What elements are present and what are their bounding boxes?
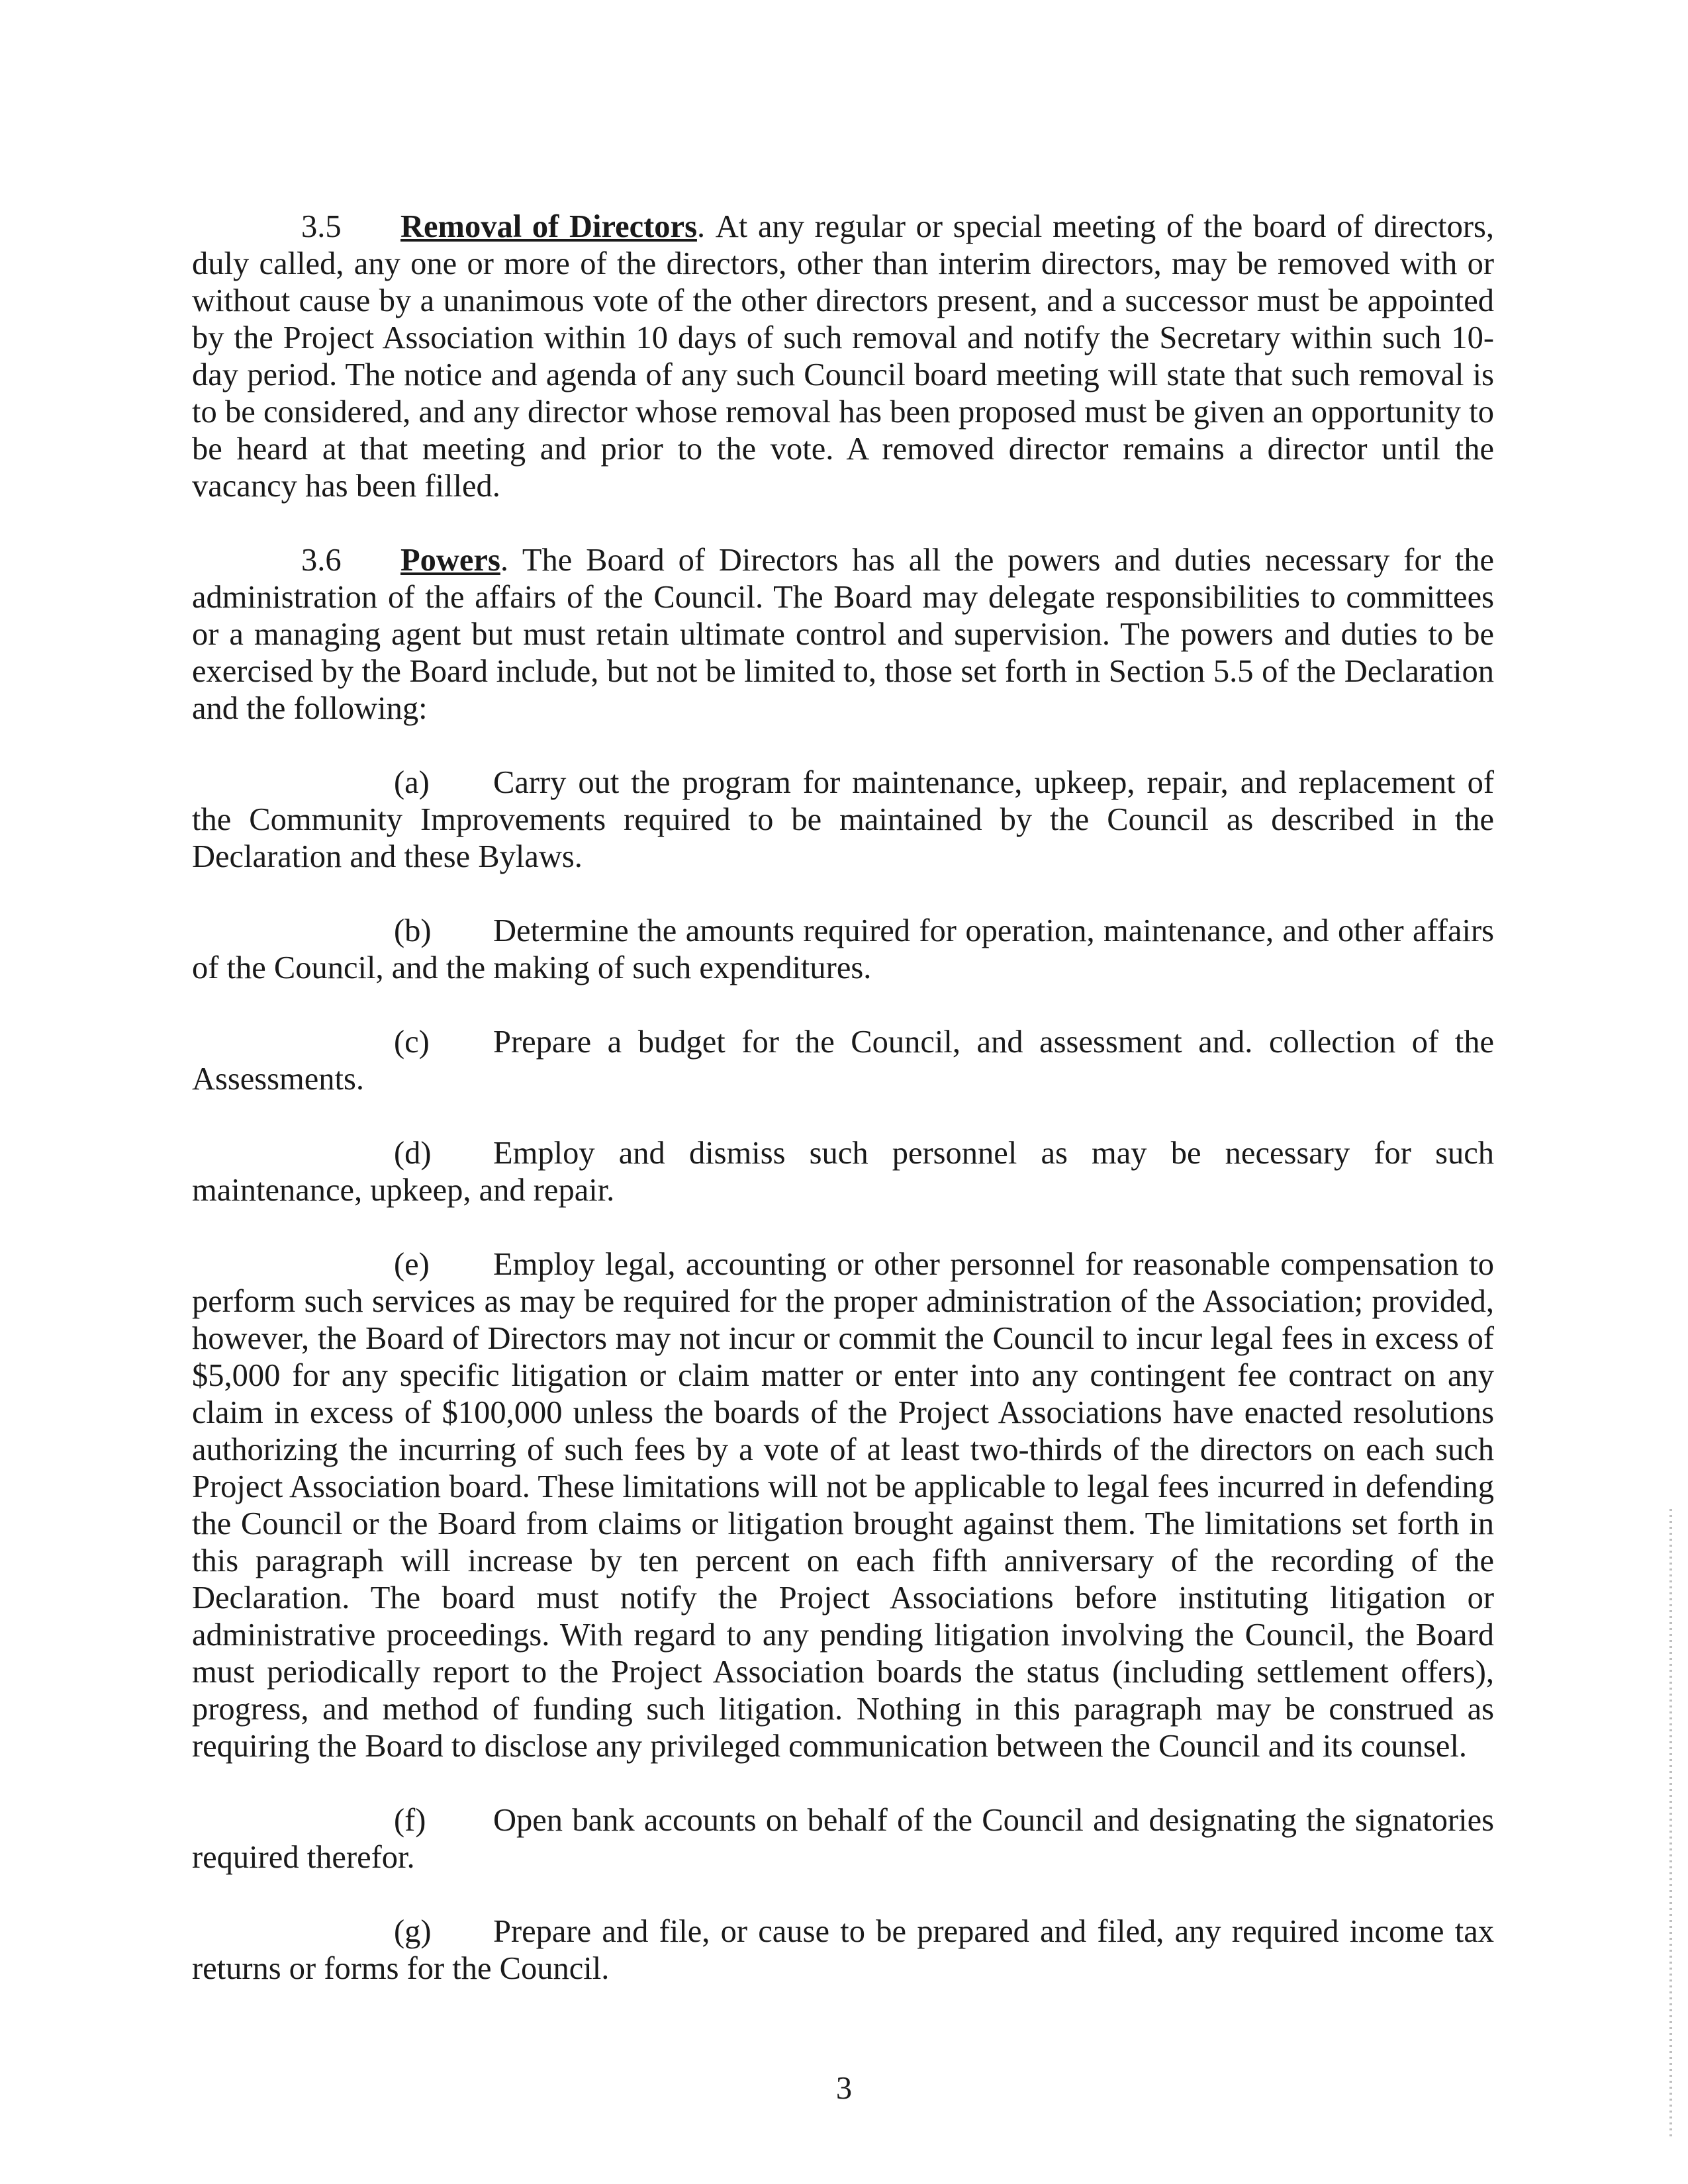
document-page [192, 208, 1494, 2025]
item-label: (f) [394, 1803, 426, 1838]
section-3-6: 3.6 Powers. The Board of Directors has all the powers and duties necessary for the administration of the affairs of the Council. The Board may delegate responsibilities to committees or a managing agent but must retain ultimate control and supervision. The powers and duties to be exercised by the Board include, but not be limited to, those set forth in Section 5.5 of the Declaration and the following: [192, 543, 1495, 726]
list-item-g [192, 1913, 1494, 1987]
item-text: Determine the amounts required for operation, maintenance, and other affairs of the Council, and the making of such expenditures. [192, 913, 1494, 985]
item-label: (a) [394, 765, 430, 800]
item-label: (d) [394, 1136, 432, 1171]
list-item-c [192, 1024, 1494, 1098]
page-number: 3 [835, 2071, 853, 2106]
section-number: 3.5 [301, 209, 342, 244]
item-text: Prepare a budget for the Council, and assessment and. collection of the Assessments. [192, 1024, 1494, 1097]
item-label: (b) [394, 913, 432, 948]
section-heading: Removal of Directors [400, 209, 697, 244]
list-item-a [192, 764, 1494, 876]
item-text: Employ legal, accounting or other personnel for reasonable compensation to perform such services as may be required for the proper administration of the Association; provided, however, the Board of Directors may not incur or commit the Council to incur legal fees in excess of $5,000 for any specific litigation or claim matter or enter into any contingent fee contract on any claim in excess of $100,000 unless the boards of the Project Associations have enacted resolutions authorizing the incurring of such fees by a vote of at least two-thirds of the directors on each such Project Association board. These limitations will not be applicable to legal fees incurred in defending the Council or the Board from claims or litigation brought against them. The limitations set forth in this paragraph will increase by ten percent on each fifth anniversary of the recording of the Declaration. The board must notify the Project Associations before instituting litigation or administrative proceedings. With regard to any pending litigation involving the Council, the Board must periodically report to the Project Association boards the status (including settlement offers), progress, and method of funding such litigation. Nothing in this paragraph may be construed as requiring the Board to disclose any privileged communication between the Council and its counsel. [192, 1247, 1494, 1764]
list-item-e [192, 1246, 1494, 1765]
list-item-f [192, 1802, 1494, 1876]
item-text: Open bank accounts on behalf of the Council and designating the signatories required therefor. [192, 1803, 1494, 1875]
section-3-5: 3.5 Removal of Directors. At any regular or special meeting of the board of directors, duly called, any one or more of the directors, other than interim directors, may be removed with or without cause by a unanimous vote of the other directors present, and a successor must be appointed by the Project Association within 10 days of such removal and notify the Secretary within such 10-day period. The notice and agenda of any such Council board meeting will state that such removal is to be considered, and any director whose removal has been proposed must be given an opportunity to be heard at that meeting and prior to the vote. A removed director remains a director until the vacancy has been filled. [192, 209, 1494, 504]
scan-edge-artifact [1669, 1509, 1672, 2138]
item-text: Prepare and file, or cause to be prepared and filed, any required income tax returns or forms for the Council. [192, 1914, 1494, 1986]
section-number: 3.6 [301, 543, 342, 578]
section-heading: Powers [400, 543, 500, 578]
list-item-d [192, 1135, 1494, 1209]
item-text: Employ and dismiss such personnel as may be necessary for such maintenance, upkeep, and repair. [192, 1136, 1494, 1208]
item-label: (e) [394, 1247, 430, 1282]
list-item-b [192, 913, 1494, 987]
section-text: The Board of Directors has all the powers and duties necessary for the administration of the affairs of the Council. The Board may delegate responsibilities to committees or a managing agent but must retain ultimate control and supervision. The powers and duties to be exercised by the Board include, but not be limited to, those set forth in Section 5.5 of the Declaration and the following: [192, 543, 1495, 726]
section-text: At any regular or special meeting of the board of directors, duly called, any one or more of the directors, other than interim directors, may be removed with or without cause by a unanimous vote of the other directors present, and a successor must be appointed by the Project Association within 10 days of such removal and notify the Secretary within such 10-day period. The notice and agenda of any such Council board meeting will state that such removal is to be considered, and any director whose removal has been proposed must be given an opportunity to be heard at that meeting and prior to the vote. A removed director remains a director until the vacancy has been filled. [192, 209, 1494, 504]
item-label: (g) [394, 1914, 432, 1949]
item-text: Carry out the program for maintenance, upkeep, repair, and replacement of the Community Improvements required to be maintained by the Council as described in the Declaration and these Bylaws. [192, 765, 1494, 874]
item-label: (c) [394, 1024, 430, 1060]
